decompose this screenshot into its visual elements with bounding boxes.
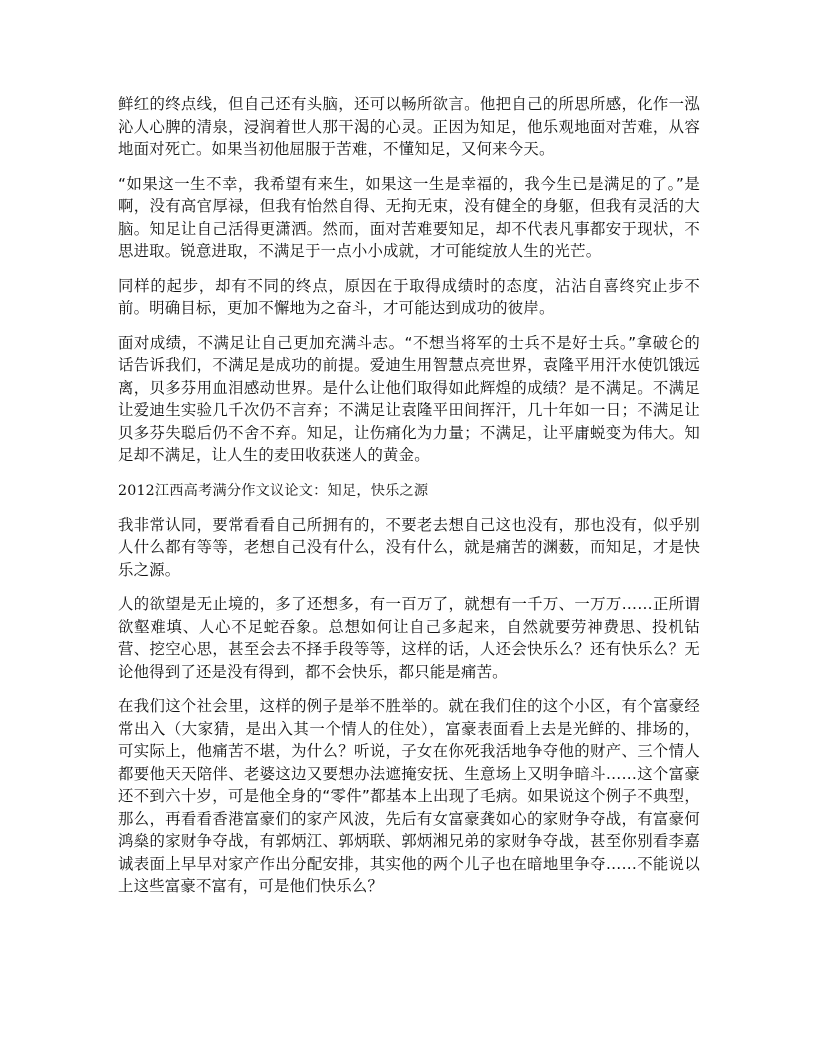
paragraph-2: “如果这一生不幸，我希望有来生，如果这一生是幸福的，我今生已是满足的了。”是啊，没有高官厚禄，但我有怡然自得、无拘无束，没有健全的身躯，但我有灵活的大脑。知足让自己活得更潇洒。然而，面对苦难要知足，却不代表凡事都安于现状，不思进取。锐意进取，不满足于一点小小成就，才可能绽放人生的光芒。 [118,174,700,260]
paragraph-5: 我非常认同，要常看看自己所拥有的，不要老去想自己这也没有，那也没有，似乎别人什么都有等等，老想自己没有什么，没有什么，就是痛苦的渊薮，而知足，才是快乐之源。 [118,515,700,579]
paragraph-7: 在我们这个社会里，这样的例子是举不胜举的。就在我们住的这个小区，有个富豪经常出入（大家猜，是出入其一个情人的住处），富豪表面看上去是光鲜的、排场的，可实际上，他痛苦不堪，为什么？听说，子女在你死我活地争夺他的财产、三个情人都要他天天陪伴、老婆这边又要想办法遮掩安抚、生意场上又明争暗斗……这个富豪还不到六十岁，可是他全身的“零件”都基本上出现了毛病。如果说这个例子不典型，那么，再看看香港富豪们的家产风波，先后有女富豪龚如心的家财争夺战，有富豪何鸿燊的家财争夺战，有郭炳江、郭炳联、郭炳湘兄弟的家财争夺战，甚至你别看李嘉诚表面上早早对家产作出分配安排，其实他的两个儿子也在暗地里争夺……不能说以上这些富豪不富有，可是他们快乐么？ [118,697,700,895]
document-page [118,93,700,898]
paragraph-3: 同样的起步，却有不同的终点，原因在于取得成绩时的态度，沾沾自喜终究止步不前。明确目标，更加不懈地为之奋斗，才可能达到成功的彼岸。 [118,276,700,317]
paragraph-1: 鲜红的终点线，但自己还有头脑，还可以畅所欲言。他把自己的所思所感，化作一泓沁人心脾的清泉，浸润着世人那干渴的心灵。正因为知足，他乐观地面对苦难，从容地面对死亡。如果当初他屈服于苦难，不懂知足，又何来今天。 [118,95,700,158]
paragraph-6: 人的欲望是无止境的，多了还想多，有一百万了，就想有一千万、一万万……正所谓欲壑难填、人心不足蛇吞象。总想如何让自己多起来，自然就要劳神费思、投机钻营、挖空心思，甚至会去不择手段等等，这样的话，人还会快乐么？还有快乐么？无论他得到了还是没有得到，都不会快乐，都只能是痛苦。 [118,595,700,681]
paragraph-4: 面对成绩，不满足让自己更加充满斗志。“不想当将军的士兵不是好士兵。”拿破仑的话告诉我们，不满足是成功的前提。爱迪生用智慧点亮世界，袁隆平用汗水使饥饿远离，贝多芬用血泪感动世界。是什么让他们取得如此辉煌的成绩？是不满足。不满足让爱迪生实验几千次仍不言弃；不满足让袁隆平田间挥汗，几十年如一日；不满足让贝多芬失聪后仍不舍不弃。知足，让伤痛化为力量；不满足，让平庸蜕变为伟大。知足却不满足，让人生的麦田收获迷人的黄金。 [118,333,700,464]
essay-title: 2012江西高考满分作文议论文：知足，快乐之源 [118,482,429,499]
